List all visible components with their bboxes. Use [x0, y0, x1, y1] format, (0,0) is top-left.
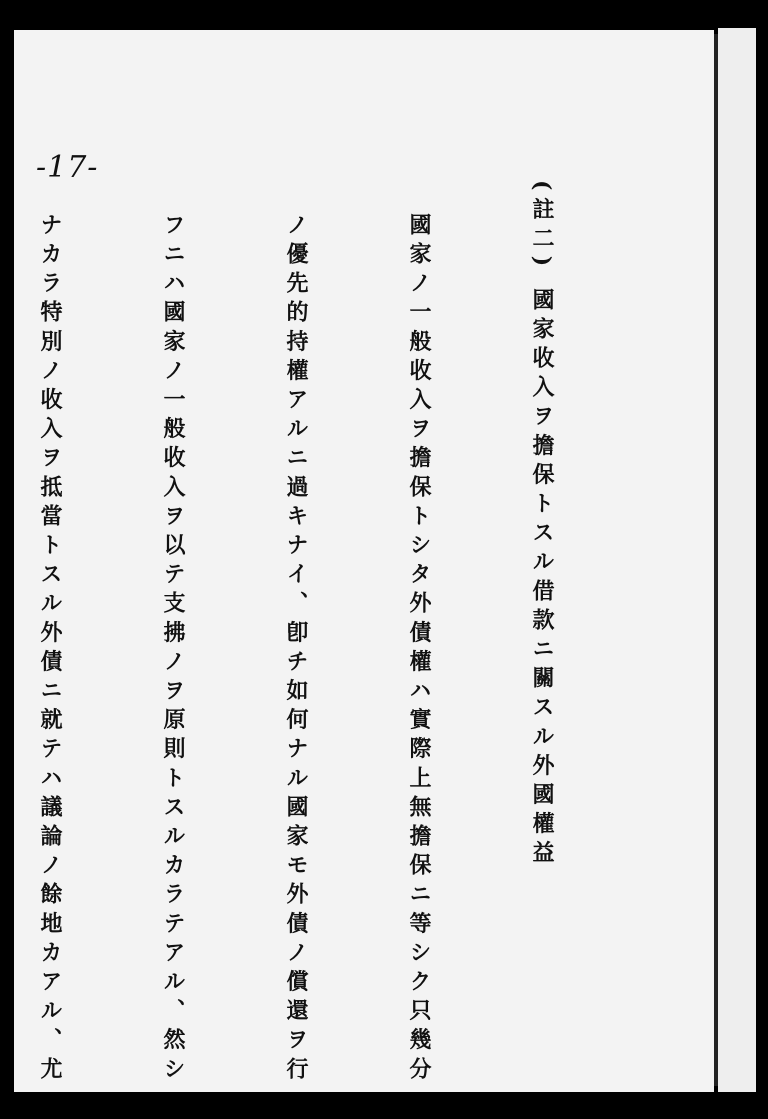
text-column: フニハ國家ノ一般收入ヲ以テ支拂ノヲ原則トスルカラテアル、然シ [160, 213, 186, 1086]
note-heading: (註二) 國家收入ヲ擔保トスル借款ニ關スル外國權益 [529, 180, 555, 870]
next-page-edge [718, 28, 756, 1092]
page-number: -17- [36, 150, 99, 185]
text-column: 國家ノ一般收入ヲ擔保トシタ外債權ハ實際上無擔保ニ等シク只幾分 [406, 213, 432, 1086]
text-column: ナカラ特別ノ收入ヲ抵當トスル外債ニ就テハ議論ノ餘地カアル、尤 [37, 213, 63, 1086]
text-column: ノ優先的持權アルニ過キナイ、卽チ如何ナル國家モ外債ノ償還ヲ行 [283, 213, 309, 1086]
vertical-text-body [37, 180, 644, 1086]
